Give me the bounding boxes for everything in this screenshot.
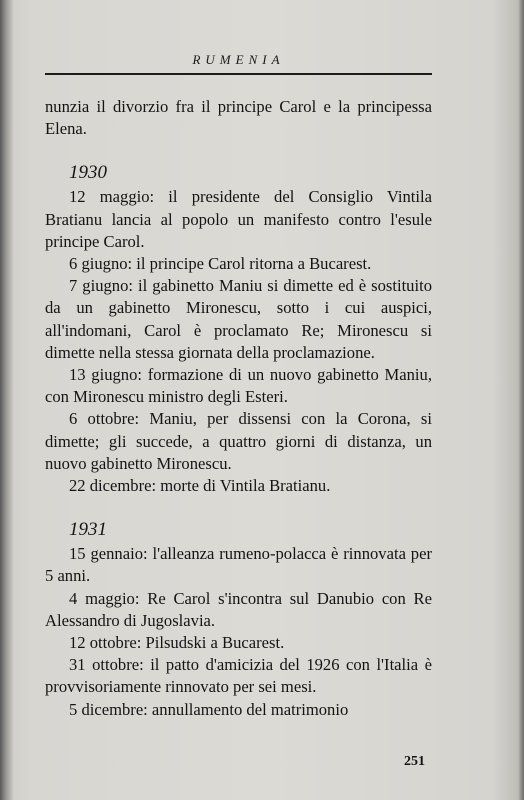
year-heading-1931: 1931 [69,519,107,541]
chronology-entry: 6 ottobre: Maniu, per dissensi con la Corona, si dimette; gli succede, a quattro giorni di distanza, un nuovo gabinetto Mironescu. [45,409,432,473]
page-edge-shadow [518,0,524,800]
page-number: 251 [404,754,425,769]
year-heading-1930: 1930 [69,162,107,184]
section-spacer [45,497,432,517]
chronology-entry: 5 dicembre: annullamento del matrimonio [69,699,349,719]
chronology-entry: 15 gennaio: l'alleanza rumeno-polacca è rinnovata per 5 anni. [45,544,432,586]
opening-paragraph: nunzia il divorzio fra il principe Carol e la principessa Elena. [45,97,432,139]
page-binding-shadow [0,0,14,800]
chronology-entry: 31 ottobre: il patto d'amicizia del 1926 con l'Italia è provvisoriamente rinnovato per sei mesi. [45,655,432,697]
chronology-entry: 12 ottobre: Pilsudski a Bucarest. [69,633,285,653]
running-header: RUMENIA [192,52,285,67]
chronology-entry: 7 giugno: il gabinetto Maniu si dimette ed è sostituito da un gabinetto Mironescu, sotto i cui auspici, all'indomani, Carol è proclamato Re; Mironescu si dimette nella stessa giornata della proclamazione. [45,276,432,362]
chronology-entry: 6 giugno: il principe Carol ritorna a Bucarest. [69,254,372,274]
header-rule [45,73,432,75]
page-body [45,96,432,721]
chronology-entry: 13 giugno: formazione di un nuovo gabinetto Maniu, con Mironescu ministro degli Esteri. [45,365,432,407]
chronology-entry: 4 maggio: Re Carol s'incontra sul Danubio con Re Alessandro di Jugoslavia. [45,588,432,630]
chronology-entry: 22 dicembre: morte di Vintila Bratianu. [69,476,331,496]
chronology-entry: 12 maggio: il presidente del Consiglio Vintila Bratianu lancia al popolo un manifesto contro l'esule principe Carol. [45,187,432,251]
section-spacer [45,140,432,160]
